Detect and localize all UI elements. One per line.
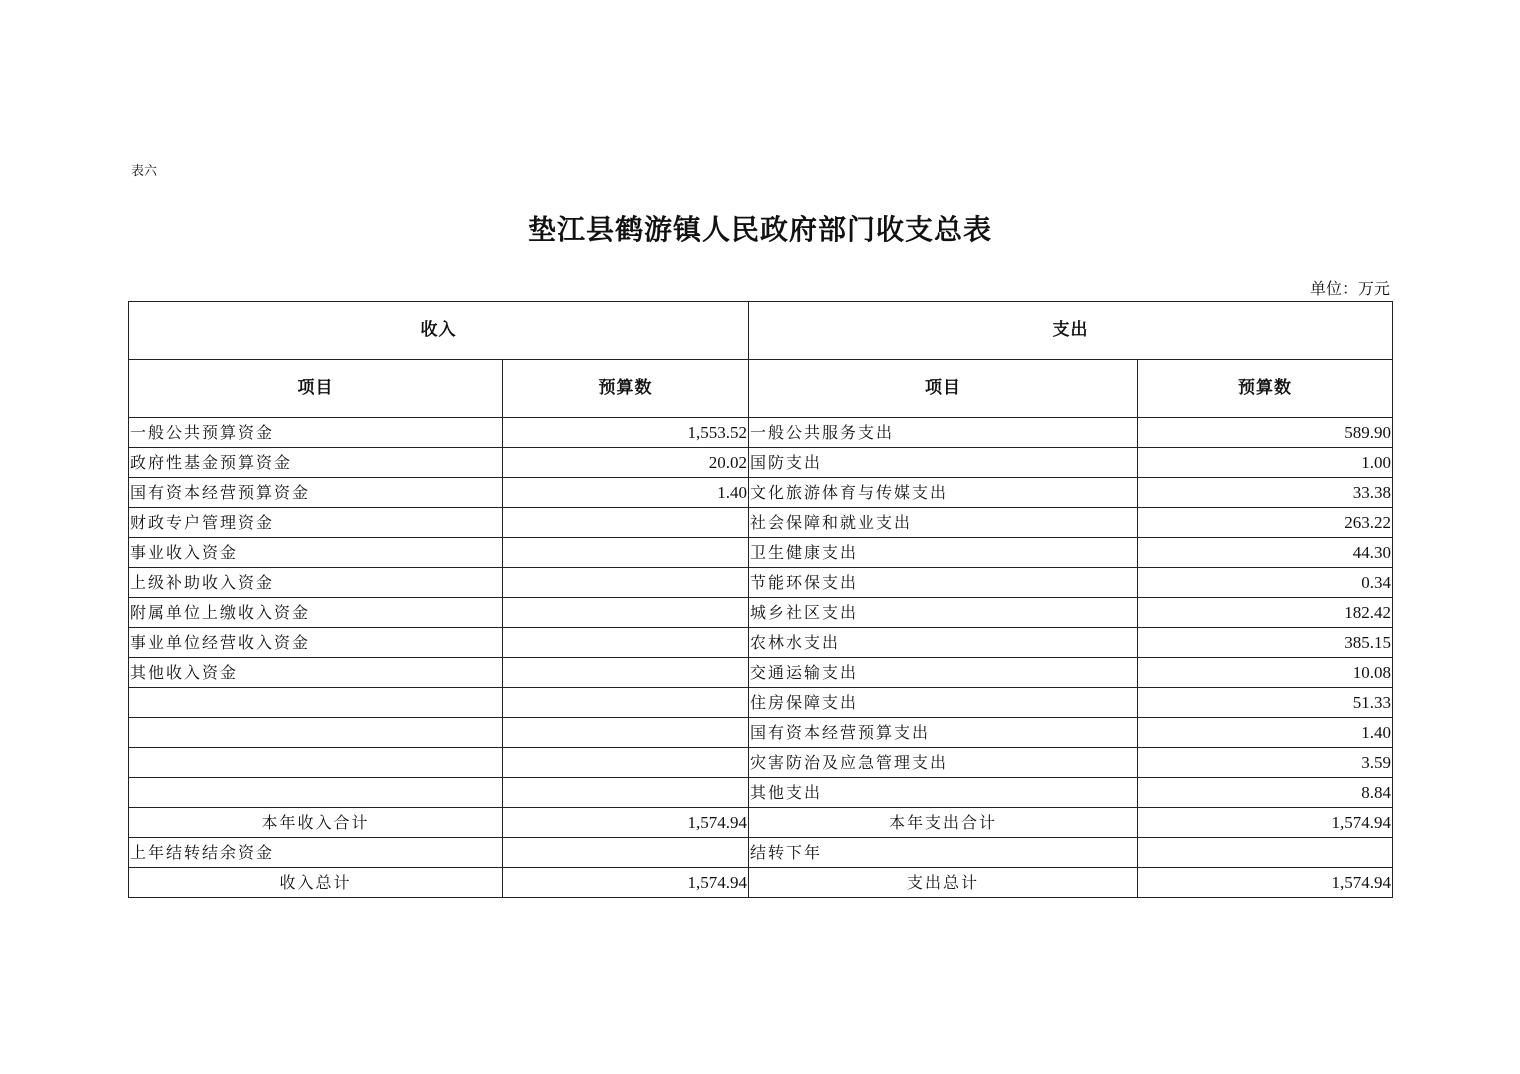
expense-item-cell: 城乡社区支出 [749, 598, 1138, 628]
expense-budget-cell: 51.33 [1138, 688, 1393, 718]
income-budget-cell: 1,574.94 [503, 868, 749, 898]
table-row [129, 418, 1393, 448]
income-item-cell [129, 778, 503, 808]
expense-budget-header: 预算数 [1138, 360, 1393, 418]
expense-budget-cell: 3.59 [1138, 748, 1393, 778]
expense-budget-cell: 589.90 [1138, 418, 1393, 448]
group-header-row [129, 302, 1393, 360]
income-item-header: 项目 [129, 360, 503, 418]
income-group-header: 收入 [129, 302, 749, 360]
income-item-cell: 财政专户管理资金 [129, 508, 503, 538]
income-budget-cell [503, 598, 749, 628]
table-label: 表六 [131, 164, 158, 179]
table-row [129, 478, 1393, 508]
income-item-cell: 上年结转结余资金 [129, 838, 503, 868]
expense-group-header: 支出 [749, 302, 1393, 360]
table-row [129, 448, 1393, 478]
expense-budget-cell: 182.42 [1138, 598, 1393, 628]
income-item-cell: 一般公共预算资金 [129, 418, 503, 448]
table-row [129, 508, 1393, 538]
expense-item-cell: 其他支出 [749, 778, 1138, 808]
income-item-cell: 本年收入合计 [129, 808, 503, 838]
income-item-cell [129, 718, 503, 748]
expense-item-cell: 交通运输支出 [749, 658, 1138, 688]
income-budget-cell: 1,574.94 [503, 808, 749, 838]
income-item-cell: 其他收入资金 [129, 658, 503, 688]
income-item-cell: 事业单位经营收入资金 [129, 628, 503, 658]
expense-item-cell: 节能环保支出 [749, 568, 1138, 598]
subtotal-row [129, 808, 1393, 838]
income-budget-cell [503, 748, 749, 778]
expense-budget-cell: 0.34 [1138, 568, 1393, 598]
expense-budget-cell: 8.84 [1138, 778, 1393, 808]
income-budget-cell [503, 628, 749, 658]
expense-budget-cell: 10.08 [1138, 658, 1393, 688]
income-budget-cell [503, 508, 749, 538]
expense-budget-cell: 1.00 [1138, 448, 1393, 478]
page-title: 垫江县鹤游镇人民政府部门收支总表 [527, 213, 992, 246]
income-item-cell [129, 688, 503, 718]
expense-item-cell: 本年支出合计 [749, 808, 1138, 838]
expense-item-cell: 农林水支出 [749, 628, 1138, 658]
expense-item-cell: 国防支出 [749, 448, 1138, 478]
income-item-cell: 政府性基金预算资金 [129, 448, 503, 478]
income-item-cell: 事业收入资金 [129, 538, 503, 568]
total-row [129, 868, 1393, 898]
income-budget-cell [503, 838, 749, 868]
budget-table [128, 301, 1393, 898]
expense-item-cell: 住房保障支出 [749, 688, 1138, 718]
expense-item-cell: 一般公共服务支出 [749, 418, 1138, 448]
expense-item-cell: 支出总计 [749, 868, 1138, 898]
expense-budget-cell: 33.38 [1138, 478, 1393, 508]
income-budget-cell [503, 538, 749, 568]
expense-budget-cell: 1,574.94 [1138, 808, 1393, 838]
income-budget-cell: 1.40 [503, 478, 749, 508]
income-item-cell: 附属单位上缴收入资金 [129, 598, 503, 628]
table-row [129, 568, 1393, 598]
income-budget-cell: 1,553.52 [503, 418, 749, 448]
expense-item-cell: 灾害防治及应急管理支出 [749, 748, 1138, 778]
expense-item-cell: 社会保障和就业支出 [749, 508, 1138, 538]
table-row [129, 628, 1393, 658]
income-budget-cell [503, 778, 749, 808]
table-row [129, 748, 1393, 778]
income-item-cell [129, 748, 503, 778]
expense-budget-cell: 1.40 [1138, 718, 1393, 748]
expense-item-cell: 卫生健康支出 [749, 538, 1138, 568]
income-budget-header: 预算数 [503, 360, 749, 418]
income-budget-cell [503, 658, 749, 688]
table-row [129, 778, 1393, 808]
income-budget-cell [503, 568, 749, 598]
expense-budget-cell [1138, 838, 1393, 868]
expense-budget-cell: 44.30 [1138, 538, 1393, 568]
expense-item-header: 项目 [749, 360, 1138, 418]
column-header-row [129, 360, 1393, 418]
expense-item-cell: 结转下年 [749, 838, 1138, 868]
income-item-cell: 上级补助收入资金 [129, 568, 503, 598]
income-budget-cell [503, 718, 749, 748]
table-row [129, 598, 1393, 628]
table-row [129, 658, 1393, 688]
expense-budget-cell: 263.22 [1138, 508, 1393, 538]
income-item-cell: 国有资本经营预算资金 [129, 478, 503, 508]
income-budget-cell [503, 688, 749, 718]
income-budget-cell: 20.02 [503, 448, 749, 478]
expense-budget-cell: 1,574.94 [1138, 868, 1393, 898]
expense-item-cell: 国有资本经营预算支出 [749, 718, 1138, 748]
carryover-row [129, 838, 1393, 868]
table-row [129, 538, 1393, 568]
unit-label: 单位：万元 [1309, 279, 1390, 298]
income-item-cell: 收入总计 [129, 868, 503, 898]
table-row [129, 688, 1393, 718]
expense-budget-cell: 385.15 [1138, 628, 1393, 658]
expense-item-cell: 文化旅游体育与传媒支出 [749, 478, 1138, 508]
table-row [129, 718, 1393, 748]
